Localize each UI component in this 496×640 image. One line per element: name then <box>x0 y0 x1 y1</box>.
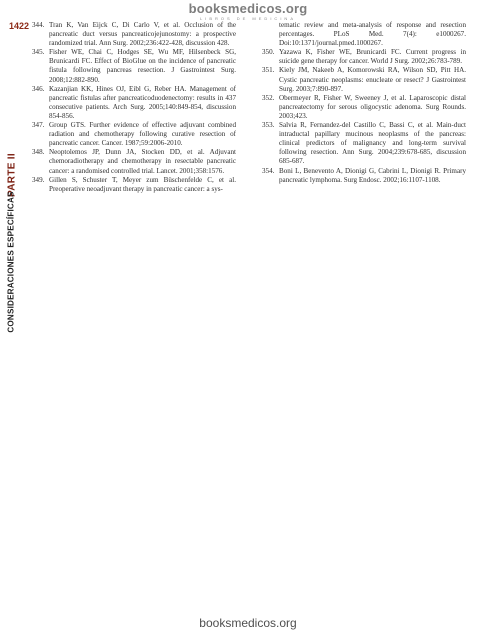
reference-text: Yazawa K, Fisher WE, Brunicardi FC. Current progress in suicide gene therapy for cancer. World J Surg. 2002;26:783-789. <box>279 48 466 66</box>
reference-item <box>32 148 236 175</box>
reference-item <box>32 48 236 84</box>
watermark-footer: booksmedicos.org <box>199 616 297 630</box>
reference-text: Kiely JM, Nakeeb A, Komorowski RA, Wilson SD, Pitt HA. Cystic pancreatic neoplasms: enucleate or resect? J Gastrointest Surg. 2003;7:890-897. <box>279 66 466 93</box>
references-right-column <box>262 21 466 185</box>
reference-item <box>32 21 236 48</box>
reference-text: Group GTS. Further evidence of effective adjuvant combined radiation and chemotherapy following curative resection of pancreatic cancer. Cancer. 1987;59:2006-2010. <box>49 121 236 148</box>
references-left-column <box>32 21 236 194</box>
reference-text: Kazanjian KK, Hines OJ, Eibl G, Reber HA. Management of pancreatic fistulas after pancreaticoduodenectomy: results in 437 consecutive patients. Arch Surg. 2005;140:849-854, discussion 854-856. <box>49 84 236 120</box>
reference-item <box>262 94 466 121</box>
reference-number: 352. <box>262 93 275 102</box>
reference-text: Gillen S, Schuster T, Meyer zum Büschenfelde C, et al. Preoperative neoadjuvant therapy in pancreatic cancer: a sys- <box>49 175 236 193</box>
reference-item <box>262 167 466 185</box>
watermark-logo-text: booksmedicos.org <box>188 1 308 16</box>
reference-number: 347. <box>32 121 45 130</box>
reference-number: 350. <box>262 48 275 57</box>
reference-text: Boni L, Benevento A, Dionigi G, Cabrini L, Dionigi R. Primary pancreatic lymphoma. Surg Endosc. 2002;16:1107-1108. <box>279 166 466 184</box>
reference-number: 349. <box>32 175 45 184</box>
reference-text: Obermeyer R, Fisher W, Sweeney J, et al. Laparoscopic distal pancreatectomy for serous oligocystic adenoma. Surg Rounds. 2003;423. <box>279 93 466 120</box>
reference-number: 346. <box>32 84 45 93</box>
reference-item <box>32 85 236 121</box>
watermark-logo-top <box>0 2 496 21</box>
reference-number: 354. <box>262 166 275 175</box>
section-label-text: CONSIDERACIONES ESPECÍFICAS <box>6 191 16 333</box>
reference-text: tematic review and meta-analysis of response and resection percentages. PLoS Med. 7(4): e1000267. Doi:10:1371/journal.pmed.1000267. <box>279 21 466 48</box>
reference-text: Tran K, Van Eijck C, Di Carlo V, et al. Occlusion of the pancreatic duct versus pancreaticojejunostomy: a prospective randomized trial. Ann Surg. 2002;236:422-428, discussion 428. <box>49 21 236 48</box>
reference-number: 353. <box>262 121 275 130</box>
reference-number: 344. <box>32 21 45 29</box>
reference-item-continued <box>262 21 466 48</box>
reference-number: 345. <box>32 48 45 57</box>
watermark-subtitle: LIBROS DE MEDICINA <box>199 16 296 21</box>
part-label-text: PARTE II <box>6 153 18 197</box>
reference-number: 348. <box>32 148 45 157</box>
section-label <box>1 191 21 333</box>
reference-text: Fisher WE, Chai C, Hodges SE, Wu MF, Hilsenbeck SG, Brunicardi FC. Effect of BioGlue on the incidence of pancreatic fistula following pancreas resection. J Gastrointest Surg. 2008;12:882-890. <box>49 48 236 84</box>
reference-item <box>32 121 236 148</box>
reference-number <box>262 21 279 48</box>
reference-number: 351. <box>262 66 275 75</box>
reference-text: Salvia R, Fernandez-del Castillo C, Bassi C, et al. Main-duct intraductal papillary mucinous neoplasms of the pancreas: clinical predictors of malignancy and long-term survival following resection. Ann Surg. 2004;239:678-685, discussion 685-687. <box>279 121 466 166</box>
reference-item <box>262 48 466 66</box>
reference-text: Neoptolemos JP, Dunn JA, Stocken DD, et al. Adjuvant chemoradiotherapy and chemotherapy in resectable pancreatic cancer: a randomised controlled trial. Lancet. 2001;358:1576. <box>49 148 236 175</box>
reference-item <box>262 121 466 166</box>
page-number: 1422 <box>9 21 30 31</box>
reference-item <box>32 176 236 194</box>
reference-item <box>262 66 466 93</box>
